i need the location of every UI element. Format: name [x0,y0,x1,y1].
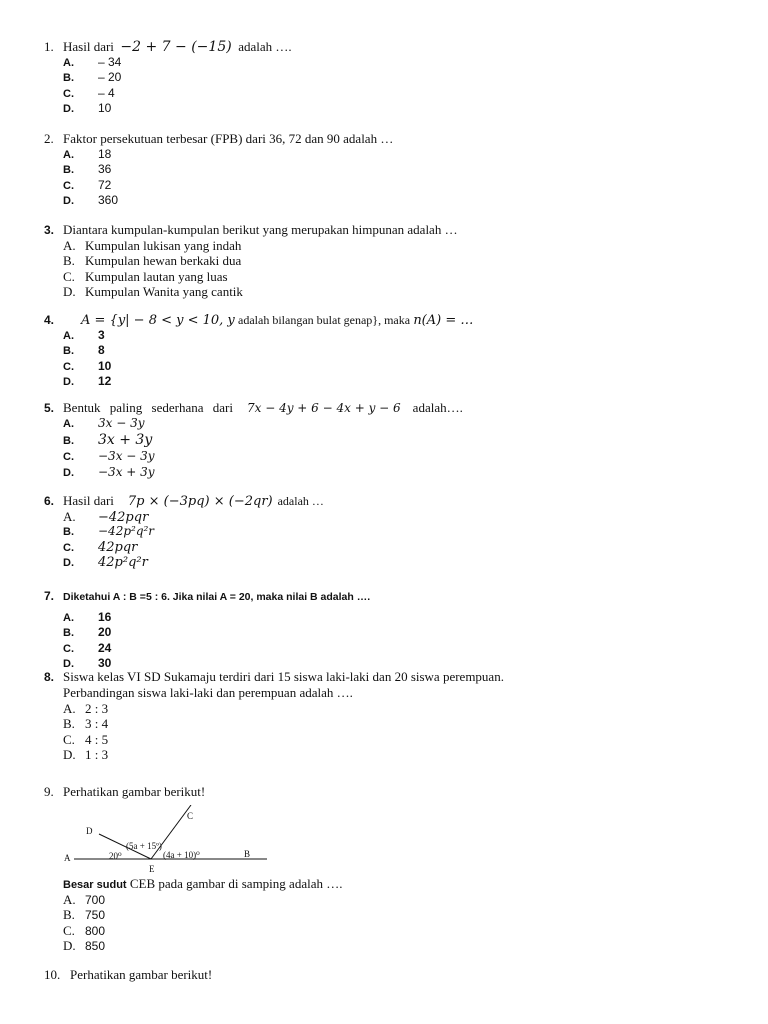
math-expression: −2 + 7 − (−15) [120,39,232,55]
angle-figure [62,805,272,875]
option-d[interactable] [63,555,724,570]
option-label: B. [63,345,74,358]
question-2 [44,131,724,208]
options-list [63,416,724,480]
option-label: B. [63,72,74,85]
option-value: 42p²q²r [98,554,148,570]
option-value: 3x − 3y [98,416,145,430]
option-a[interactable] [63,238,724,253]
option-value: 36 [98,162,112,177]
option-d[interactable] [63,374,724,389]
question-number: 8. [44,670,55,684]
option-label: B. [63,716,75,732]
options-list [63,701,724,762]
option-c[interactable] [63,732,724,747]
option-value: 12 [98,373,112,388]
option-label: D. [63,194,74,207]
question-text-after: adalah…. [412,400,463,415]
option-value: 3 : 4 [85,716,109,732]
option-value: −42p²q²r [98,524,155,539]
question-number: 10. [44,967,61,982]
option-label: C. [63,360,74,373]
question-4 [44,312,724,389]
option-label: A. [63,892,76,907]
option-label: D. [63,466,74,479]
question-number: 5. [44,401,55,415]
option-value: 10 [98,100,112,115]
question-text-before: Hasil dari [63,39,114,54]
options-list [63,147,724,208]
option-value: −3x − 3y [98,449,155,464]
question-number: 9. [44,784,54,799]
option-value: 72 [98,177,112,192]
option-b[interactable] [63,343,724,358]
question-text: Faktor persekutuan terbesar (FPB) dari 36, 72 dan 90 adalah … [63,131,394,146]
option-d[interactable] [63,284,724,299]
question-10 [44,967,724,983]
label-c: C [187,811,194,821]
label-e: E [149,864,155,874]
option-d[interactable] [63,938,743,953]
label-d: D [86,826,93,836]
option-b[interactable] [63,70,724,85]
option-label: C. [63,268,75,284]
option-value: Kumpulan Wanita yang cantik [85,283,243,299]
option-c[interactable] [63,641,724,656]
options-list [63,892,743,953]
question-number: 2. [44,131,54,146]
question-text: Siswa kelas VI SD Sukamaju terdiri dari 15 siswa laki-laki dan 20 siswa perempuan. [63,669,504,684]
option-label: B. [63,435,74,448]
option-a[interactable] [63,610,724,625]
question-3 [44,222,724,299]
question-text-rest: CEB pada gambar di samping adalah …. [129,876,343,891]
option-a[interactable] [63,892,743,907]
question-5 [44,400,724,480]
angle-label-dec: (5a + 15º) [126,841,162,851]
question-7 [44,588,724,671]
option-c[interactable] [63,923,743,938]
option-b[interactable] [63,625,724,640]
option-value: 850 [85,938,106,953]
options-list [63,509,724,570]
question-text: Diantara kumpulan-kumpulan berikut yang merupakan himpunan adalah … [63,222,458,237]
option-label: D. [63,657,74,670]
question-6 [44,493,724,570]
option-c[interactable] [63,178,724,193]
question-text-line2: Perbandingan siswa laki-laki dan perempuan adalah …. [63,685,353,700]
question-text-before: Hasil dari [63,493,114,508]
question-8 [44,669,724,762]
angle-label-aed: 20⁰ [109,851,122,861]
question-text [63,400,233,416]
option-label: C. [63,179,74,192]
option-value: 1 : 3 [85,746,109,762]
option-value: Kumpulan hewan berkaki dua [85,253,242,269]
option-value: −42pqr [98,510,149,525]
option-label: D. [63,556,74,569]
option-value: 2 : 3 [85,701,109,716]
option-value: 24 [98,640,112,655]
option-value: 700 [85,893,106,907]
option-d[interactable] [63,101,724,116]
option-value: Kumpulan lautan yang luas [85,268,228,284]
option-label: B. [63,907,75,923]
option-label: A. [63,238,76,253]
option-label: D. [63,283,76,299]
question-text-bold: Besar sudut [63,879,127,891]
option-value: – 4 [98,85,115,100]
option-value: 30 [98,655,112,670]
option-a[interactable] [63,509,724,524]
option-value: Kumpulan lukisan yang indah [85,238,242,253]
option-label: A. [63,701,76,716]
option-label: C. [63,642,74,655]
option-label: A. [63,57,74,69]
question-1 [44,39,724,116]
options-list [63,238,724,299]
option-label: A. [63,149,74,161]
option-label: A. [63,509,76,524]
option-label: C. [63,922,75,938]
option-label: C. [63,451,74,464]
option-value: 750 [85,908,106,923]
option-label: B. [63,627,74,640]
option-value: 3x + 3y [98,432,153,449]
option-label: D. [63,746,76,762]
question-number: 3. [44,223,55,237]
question-9-prompt [63,876,743,953]
question-number: 1. [44,39,54,54]
option-b[interactable] [63,431,724,449]
option-value: 3 [98,328,105,342]
option-label: C. [63,731,75,747]
option-a[interactable] [63,55,724,70]
label-a: A [64,853,71,863]
option-value: 16 [98,610,112,624]
option-c[interactable] [63,449,724,464]
option-label: C. [63,541,74,554]
question-text [81,312,473,329]
question-text-after: adalah …. [238,39,292,54]
option-label: D. [63,102,74,115]
question-number: 4. [44,313,55,327]
option-b[interactable] [63,524,724,539]
question-text: Perhatikan gambar berikut! [63,784,206,799]
option-label: D. [63,937,76,953]
question-text-mid: adalah bilangan bulat genap}, maka [238,313,411,327]
option-c[interactable] [63,269,724,284]
question-text-before: Bentuk paling sederhana dari [63,400,233,415]
option-a[interactable] [63,147,724,162]
question-number: 7. [44,589,55,603]
option-label: C. [63,87,74,100]
option-b[interactable] [63,253,724,268]
option-label: B. [63,526,74,539]
option-d[interactable] [63,193,724,208]
math-expression: 7x − 4y + 6 − 4x + y − 6 [246,401,401,415]
option-b[interactable] [63,907,743,922]
option-value: 360 [98,192,119,207]
option-c[interactable] [63,540,724,555]
option-label: A. [63,612,74,624]
question-text: Diketahui A : B =5 : 6. Jika nilai A = 20, maka nilai B adalah …. [63,591,371,603]
option-label: A. [63,330,74,342]
option-b[interactable] [63,716,724,731]
option-a[interactable] [63,701,724,716]
question-text: Perhatikan gambar berikut! [70,967,213,982]
option-c[interactable] [63,86,724,101]
option-label: D. [63,375,74,388]
math-expression: 7p × (−3pq) × (−2qr) [127,494,273,509]
option-label: B. [63,253,75,269]
math-expression: A = {y| − 8 < y < 10, y [81,313,235,328]
question-text-after: adalah … [277,494,324,508]
options-list [63,328,724,389]
option-c[interactable] [63,359,724,374]
option-a[interactable] [63,328,724,343]
option-value: 8 [98,343,105,358]
question-text [63,493,114,509]
option-label: A. [63,418,74,430]
option-value: – 34 [98,55,122,69]
options-list [63,610,724,671]
option-d[interactable] [63,465,724,480]
options-list [63,55,724,116]
option-d[interactable] [63,747,724,762]
angle-label-ceb: (4a + 10)⁰ [163,850,200,860]
option-value: – 20 [98,70,122,85]
question-number: 6. [44,494,55,508]
option-value: 4 : 5 [85,731,109,747]
math-expression-result: n(A) = … [413,313,474,328]
option-value: 800 [85,923,106,938]
option-value: 42pqr [98,539,138,555]
option-value: −3x + 3y [98,464,155,479]
option-value: 18 [98,147,112,161]
option-a[interactable] [63,416,724,431]
option-value: 20 [98,625,112,640]
question-text [63,39,292,55]
option-b[interactable] [63,162,724,177]
option-label: B. [63,164,74,177]
option-value: 10 [98,358,112,373]
question-9 [44,784,724,800]
label-b: B [244,849,251,859]
